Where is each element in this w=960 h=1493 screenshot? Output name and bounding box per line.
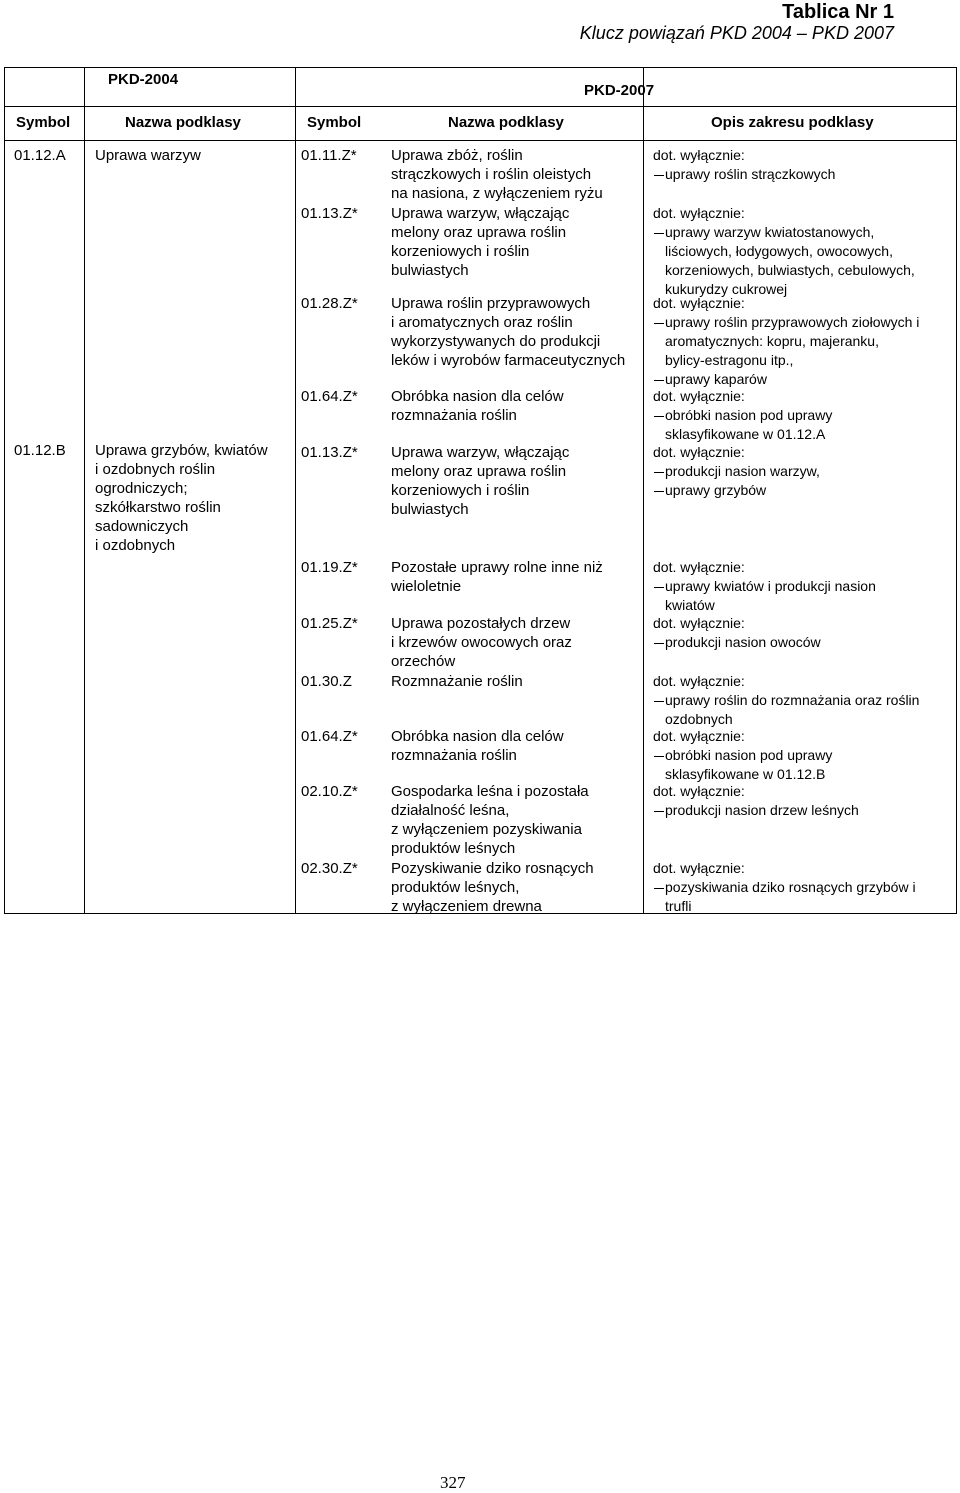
bullet-dash-icon <box>654 701 664 702</box>
pkd2007-name-line: bulwiastych <box>391 262 469 279</box>
pkd2007-symbol: 01.64.Z* <box>301 728 358 745</box>
header-divider <box>4 140 957 141</box>
description-line: korzeniowych, bulwiastych, cebulowych, <box>665 262 915 278</box>
pkd2007-name-line: leków i wyrobów farmaceutycznych <box>391 352 626 369</box>
pkd2004-name-line: Uprawa warzyw <box>95 147 201 164</box>
description-line: uprawy grzybów <box>665 482 767 498</box>
pkd2007-name-line: Pozyskiwanie dziko rosnących <box>391 860 594 877</box>
pkd2007-name-line: Pozostałe uprawy rolne inne niż <box>391 559 603 576</box>
description-line: uprawy roślin przyprawowych ziołowych i <box>665 314 920 330</box>
col-header-description: Opis zakresu podklasy <box>711 114 874 131</box>
pkd2007-name-line: produktów leśnych <box>391 840 516 857</box>
pkd2007-name-line: korzeniowych i roślin <box>391 482 530 499</box>
description-head: dot. wyłącznie: <box>653 444 745 460</box>
pkd2007-name-line: z wyłączeniem drewna <box>391 898 542 915</box>
pkd2007-name-line: wieloletnie <box>391 578 462 595</box>
pkd2007-symbol: 01.28.Z* <box>301 295 358 312</box>
description-head: dot. wyłącznie: <box>653 295 745 311</box>
description-line: uprawy warzyw kwiatostanowych, <box>665 224 875 240</box>
pkd2007-symbol: 01.13.Z* <box>301 444 358 461</box>
table-title: Tablica Nr 1 <box>782 1 894 23</box>
pkd2007-name-line: Uprawa warzyw, włączając <box>391 444 570 461</box>
pkd2007-name-line: Uprawa zbóż, roślin <box>391 147 523 164</box>
pkd2007-name-line: i krzewów owocowych oraz <box>391 634 572 651</box>
bullet-dash-icon <box>654 587 664 588</box>
pkd2007-symbol: 01.11.Z* <box>301 147 357 164</box>
pkd2004-symbol: 01.12.A <box>14 147 66 164</box>
description-line: trufli <box>665 898 692 914</box>
description-line: uprawy roślin strączkowych <box>665 166 836 182</box>
pkd2004-name-line: i ozdobnych <box>95 537 176 554</box>
description-head: dot. wyłącznie: <box>653 673 745 689</box>
description-line: ozdobnych <box>665 711 733 727</box>
pkd2007-name-line: bulwiastych <box>391 501 469 518</box>
description-line: uprawy kaparów <box>665 371 767 387</box>
pkd2007-name-line: i aromatycznych oraz roślin <box>391 314 573 331</box>
bullet-dash-icon <box>654 491 664 492</box>
description-line: produkcji nasion owoców <box>665 634 821 650</box>
bullet-dash-icon <box>654 472 664 473</box>
col-divider <box>643 67 644 914</box>
pkd2007-name-line: działalność leśna, <box>391 802 510 819</box>
pkd2007-symbol: 01.30.Z <box>301 673 352 690</box>
pkd2007-name-line: Gospodarka leśna i pozostała <box>391 783 589 800</box>
header-divider <box>4 106 957 107</box>
col-header-name-2007: Nazwa podklasy <box>448 114 564 131</box>
pkd2007-name-line: Rozmnażanie roślin <box>391 673 523 690</box>
description-head: dot. wyłącznie: <box>653 205 745 221</box>
pkd2004-symbol: 01.12.B <box>14 442 66 459</box>
pkd2007-name-line: Obróbka nasion dla celów <box>391 388 564 405</box>
pkd2004-name-line: ogrodniczych; <box>95 480 188 497</box>
pkd2007-name-line: z wyłączeniem pozyskiwania <box>391 821 582 838</box>
description-head: dot. wyłącznie: <box>653 147 745 163</box>
pkd2007-name-line: Obróbka nasion dla celów <box>391 728 564 745</box>
pkd2007-symbol: 01.19.Z* <box>301 559 358 576</box>
description-line: obróbki nasion pod uprawy <box>665 407 833 423</box>
group-header-pkd2007: PKD-2007 <box>584 82 655 99</box>
description-head: dot. wyłącznie: <box>653 783 745 799</box>
description-head: dot. wyłącznie: <box>653 728 745 744</box>
description-line: uprawy kwiatów i produkcji nasion <box>665 578 876 594</box>
bullet-dash-icon <box>654 888 664 889</box>
pkd2007-name-line: Uprawa roślin przyprawowych <box>391 295 591 312</box>
col-header-symbol-2007: Symbol <box>307 114 362 131</box>
pkd2007-name-line: strączkowych i roślin oleistych <box>391 166 592 183</box>
pkd2007-symbol: 01.25.Z* <box>301 615 358 632</box>
pkd2004-name-line: sadowniczych <box>95 518 189 535</box>
col-header-symbol-2004: Symbol <box>16 114 71 131</box>
bullet-dash-icon <box>654 756 664 757</box>
pkd2007-name-line: wykorzystywanych do produkcji <box>391 333 601 350</box>
pkd2007-name-line: melony oraz uprawa roślin <box>391 463 567 480</box>
bullet-dash-icon <box>654 175 664 176</box>
description-line: obróbki nasion pod uprawy <box>665 747 833 763</box>
bullet-dash-icon <box>654 416 664 417</box>
col-divider <box>295 67 296 914</box>
col-header-name-2004: Nazwa podklasy <box>125 114 241 131</box>
description-line: aromatycznych: kopru, majeranku, <box>665 333 879 349</box>
description-line: sklasyfikowane w 01.12.B <box>665 766 826 782</box>
description-line: produkcji nasion warzyw, <box>665 463 820 479</box>
description-line: kwiatów <box>665 597 715 613</box>
group-header-pkd2004: PKD-2004 <box>108 71 179 88</box>
pkd2007-name-line: Uprawa pozostałych drzew <box>391 615 571 632</box>
table-subtitle: Klucz powiązań PKD 2004 – PKD 2007 <box>579 23 894 43</box>
bullet-dash-icon <box>654 811 664 812</box>
pkd2007-symbol: 02.10.Z* <box>301 783 358 800</box>
description-line: liściowych, łodygowych, owocowych, <box>665 243 893 259</box>
description-line: pozyskiwania dziko rosnących grzybów i <box>665 879 916 895</box>
pkd2004-name-line: szkółkarstwo roślin <box>95 499 221 516</box>
pkd2007-symbol: 01.13.Z* <box>301 205 358 222</box>
col-divider <box>84 67 85 914</box>
pkd2007-name-line: produktów leśnych, <box>391 879 520 896</box>
description-line: bylicy-estragonu itp., <box>665 352 794 368</box>
pkd2007-name-line: korzeniowych i roślin <box>391 243 530 260</box>
pkd2007-symbol: 01.64.Z* <box>301 388 358 405</box>
pkd2004-name-line: Uprawa grzybów, kwiatów <box>95 442 268 459</box>
pkd2007-name-line: orzechów <box>391 653 456 670</box>
description-line: sklasyfikowane w 01.12.A <box>665 426 826 442</box>
description-head: dot. wyłącznie: <box>653 860 745 876</box>
bullet-dash-icon <box>654 380 664 381</box>
pkd2007-symbol: 02.30.Z* <box>301 860 358 877</box>
bullet-dash-icon <box>654 643 664 644</box>
description-head: dot. wyłącznie: <box>653 615 745 631</box>
pkd2007-name-line: Uprawa warzyw, włączając <box>391 205 570 222</box>
description-line: uprawy roślin do rozmnażania oraz roślin <box>665 692 920 708</box>
pkd2007-name-line: na nasiona, z wyłączeniem ryżu <box>391 185 603 202</box>
pkd2007-name-line: melony oraz uprawa roślin <box>391 224 567 241</box>
description-line: kukurydzy cukrowej <box>665 281 788 297</box>
pkd2004-name-line: i ozdobnych roślin <box>95 461 216 478</box>
description-head: dot. wyłącznie: <box>653 388 745 404</box>
description-line: produkcji nasion drzew leśnych <box>665 802 859 818</box>
description-head: dot. wyłącznie: <box>653 559 745 575</box>
bullet-dash-icon <box>654 233 664 234</box>
pkd2007-name-line: rozmnażania roślin <box>391 407 517 424</box>
page-number: 327 <box>440 1473 466 1492</box>
pkd2007-name-line: rozmnażania roślin <box>391 747 517 764</box>
bullet-dash-icon <box>654 323 664 324</box>
